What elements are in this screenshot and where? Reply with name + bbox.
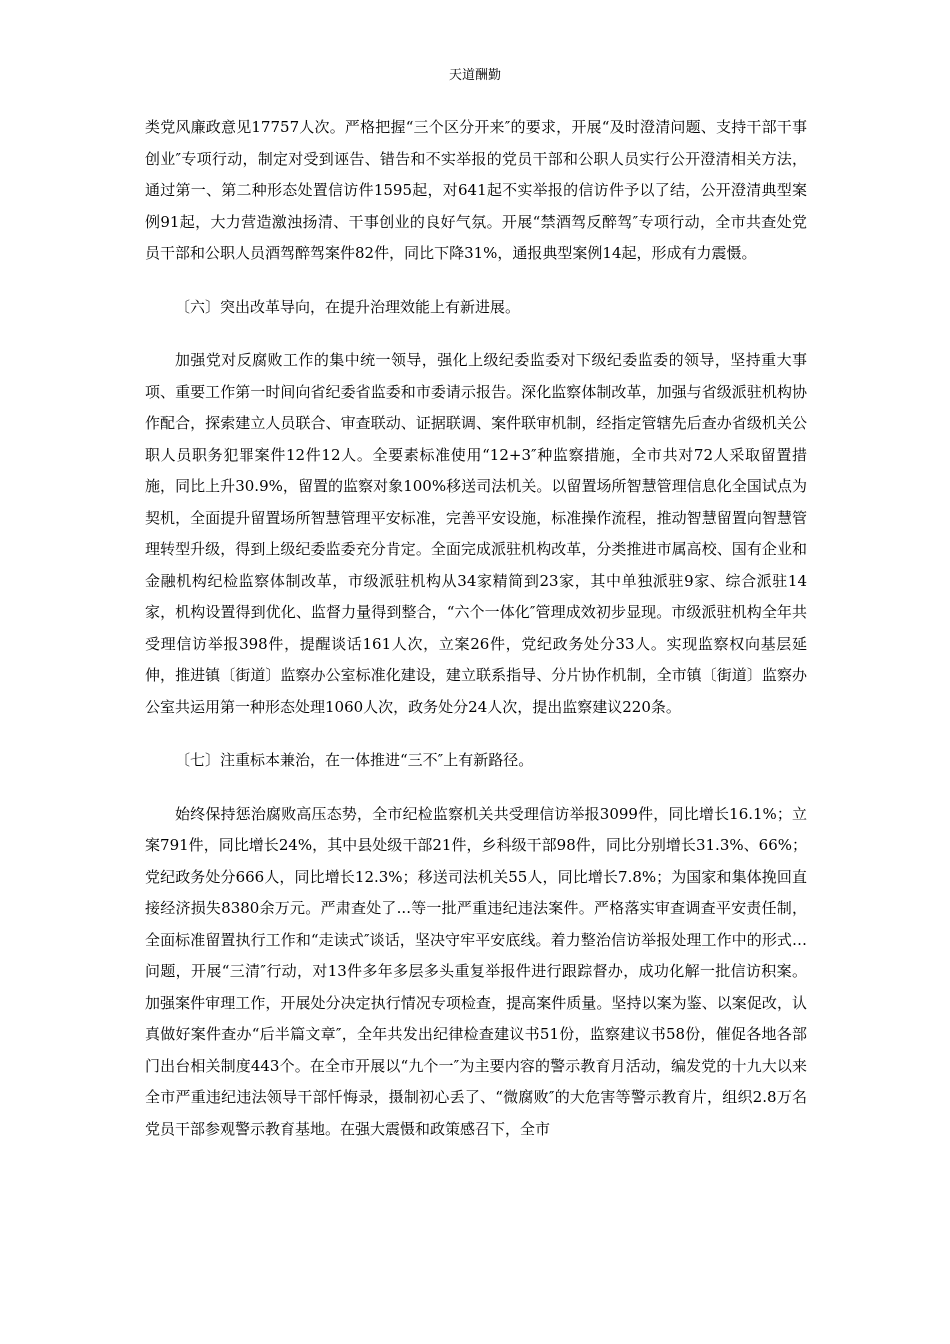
- paragraph-anticorruption: 始终保持惩治腐败高压态势，全市纪检监察机关共受理信访举报3099件，同比增长16.1%；立案791件，同比增长24%，其中县处级干部21件，乡科级干部98件，同比分别增长31.3%、66%；党纪政务处分666人，同比增长12.3%；移送司法机关55人，同比增长7.8%；为国家和集体挽回直接经济损失8380余万元。严肃查处了...等一批严重违纪违法案件。严格落实审查调查平安责任制，全面标准留置执行工作和“走读式″谈话，坚决守牢平安底线。着力整治信访举报处理工作中的形式…问题，开展“三清″行动，对13件多年多层多头重复举报件进行跟踪督办，成功化解一批信访积案。加强案件审理工作，开展处分决定执行情况专项检查，提高案件质量。坚持以案为鉴、以案促改，认真做好案件查办“后半篇文章″，全年共发出纪律检查建议书51份，监察建议书58份，催促各地各部门出台相关制度443个。在全市开展以“九个一″为主要内容的警示教育月活动，编发党的十九大以来全市严重违纪违法领导干部忏悔录，摄制初心丢了、“微腐败″的大危害等警示教育片，组织2.8万名党员干部参观警示教育基地。在强大震慑和政策感召下，全市: [145, 804, 807, 1138]
- paragraph-gap: [145, 777, 807, 799]
- paragraph-gap: [145, 723, 807, 745]
- section-heading-seven: 〔七〕注重标本兼治，在一体推进“三不″上有新路径。: [175, 751, 534, 769]
- section-heading-six: 〔六〕突出改革导向，在提升治理效能上有新进展。: [175, 297, 521, 316]
- paragraph-reform: 加强党对反腐败工作的集中统一领导，强化上级纪委监委对下级纪委监委的领导，坚持重大事项、重要工作第一时间向省纪委省监委和市委请示报告。深化监察体制改革，加强与省级派驻机构协作配合，探索建立人员联合、审查联动、证据联调、案件联审机制，经指定管辖先后查办省级机关公职人员职务犯罪案件12件12人。全要素标准使用“12+3″种监察措施，全市共对72人采取留置措施，同比上升30.9%，留置的监察对象100%移送司法机关。以留置场所智慧管理信息化全国试点为契机，全面提升留置场所智慧管理平安标准，完善平安设施，标准操作流程，推动智慧留置向智慧管理转型升级，得到上级纪委监委充分肯定。全面完成派驻机构改革，分类推进市属高校、国有企业和金融机构纪检监察体制改革，市级派驻机构从34家精简到23家，其中单独派驻9家、综合派驻14家，机构设置得到优化、监督力量得到整合，“六个一体化″管理成效初步显现。市级派驻机构全年共受理信访举报398件，提醒谈话161人次，立案26件，党纪政务处分33人。实现监察权向基层延伸，推进镇〔街道〕监察办公室标准化建设，建立联系指导、分片协作机制，全市镇〔街道〕监察办公室共运用第一种形态处理1060人次，政务处分24人次，提出监察建议220条。: [145, 351, 807, 716]
- page-header: 天道酬勤: [448, 68, 501, 83]
- paragraph-gap: [145, 323, 807, 345]
- document-body: [145, 112, 807, 1145]
- paragraph-continued: 类党风廉政意见17757人次。严格把握“三个区分开来″的要求，开展“及时澄清问题、支持干部干事创业″专项行动，制定对受到诬告、错告和不实举报的党员干部和公职人员实行公开澄清相关方法，通过第一、第二种形态处置信访件1595起，对641起不实举报的信访件予以了结，公开澄清典型案例91起，大力营造激浊扬清、干事创业的良好气氛。开展“禁酒驾反醉驾″专项行动，全市共查处党员干部和公职人员酒驾醉驾案件82件，同比下降31%，通报典型案例14起，形成有力震慑。: [145, 118, 807, 262]
- paragraph-gap: [145, 270, 807, 292]
